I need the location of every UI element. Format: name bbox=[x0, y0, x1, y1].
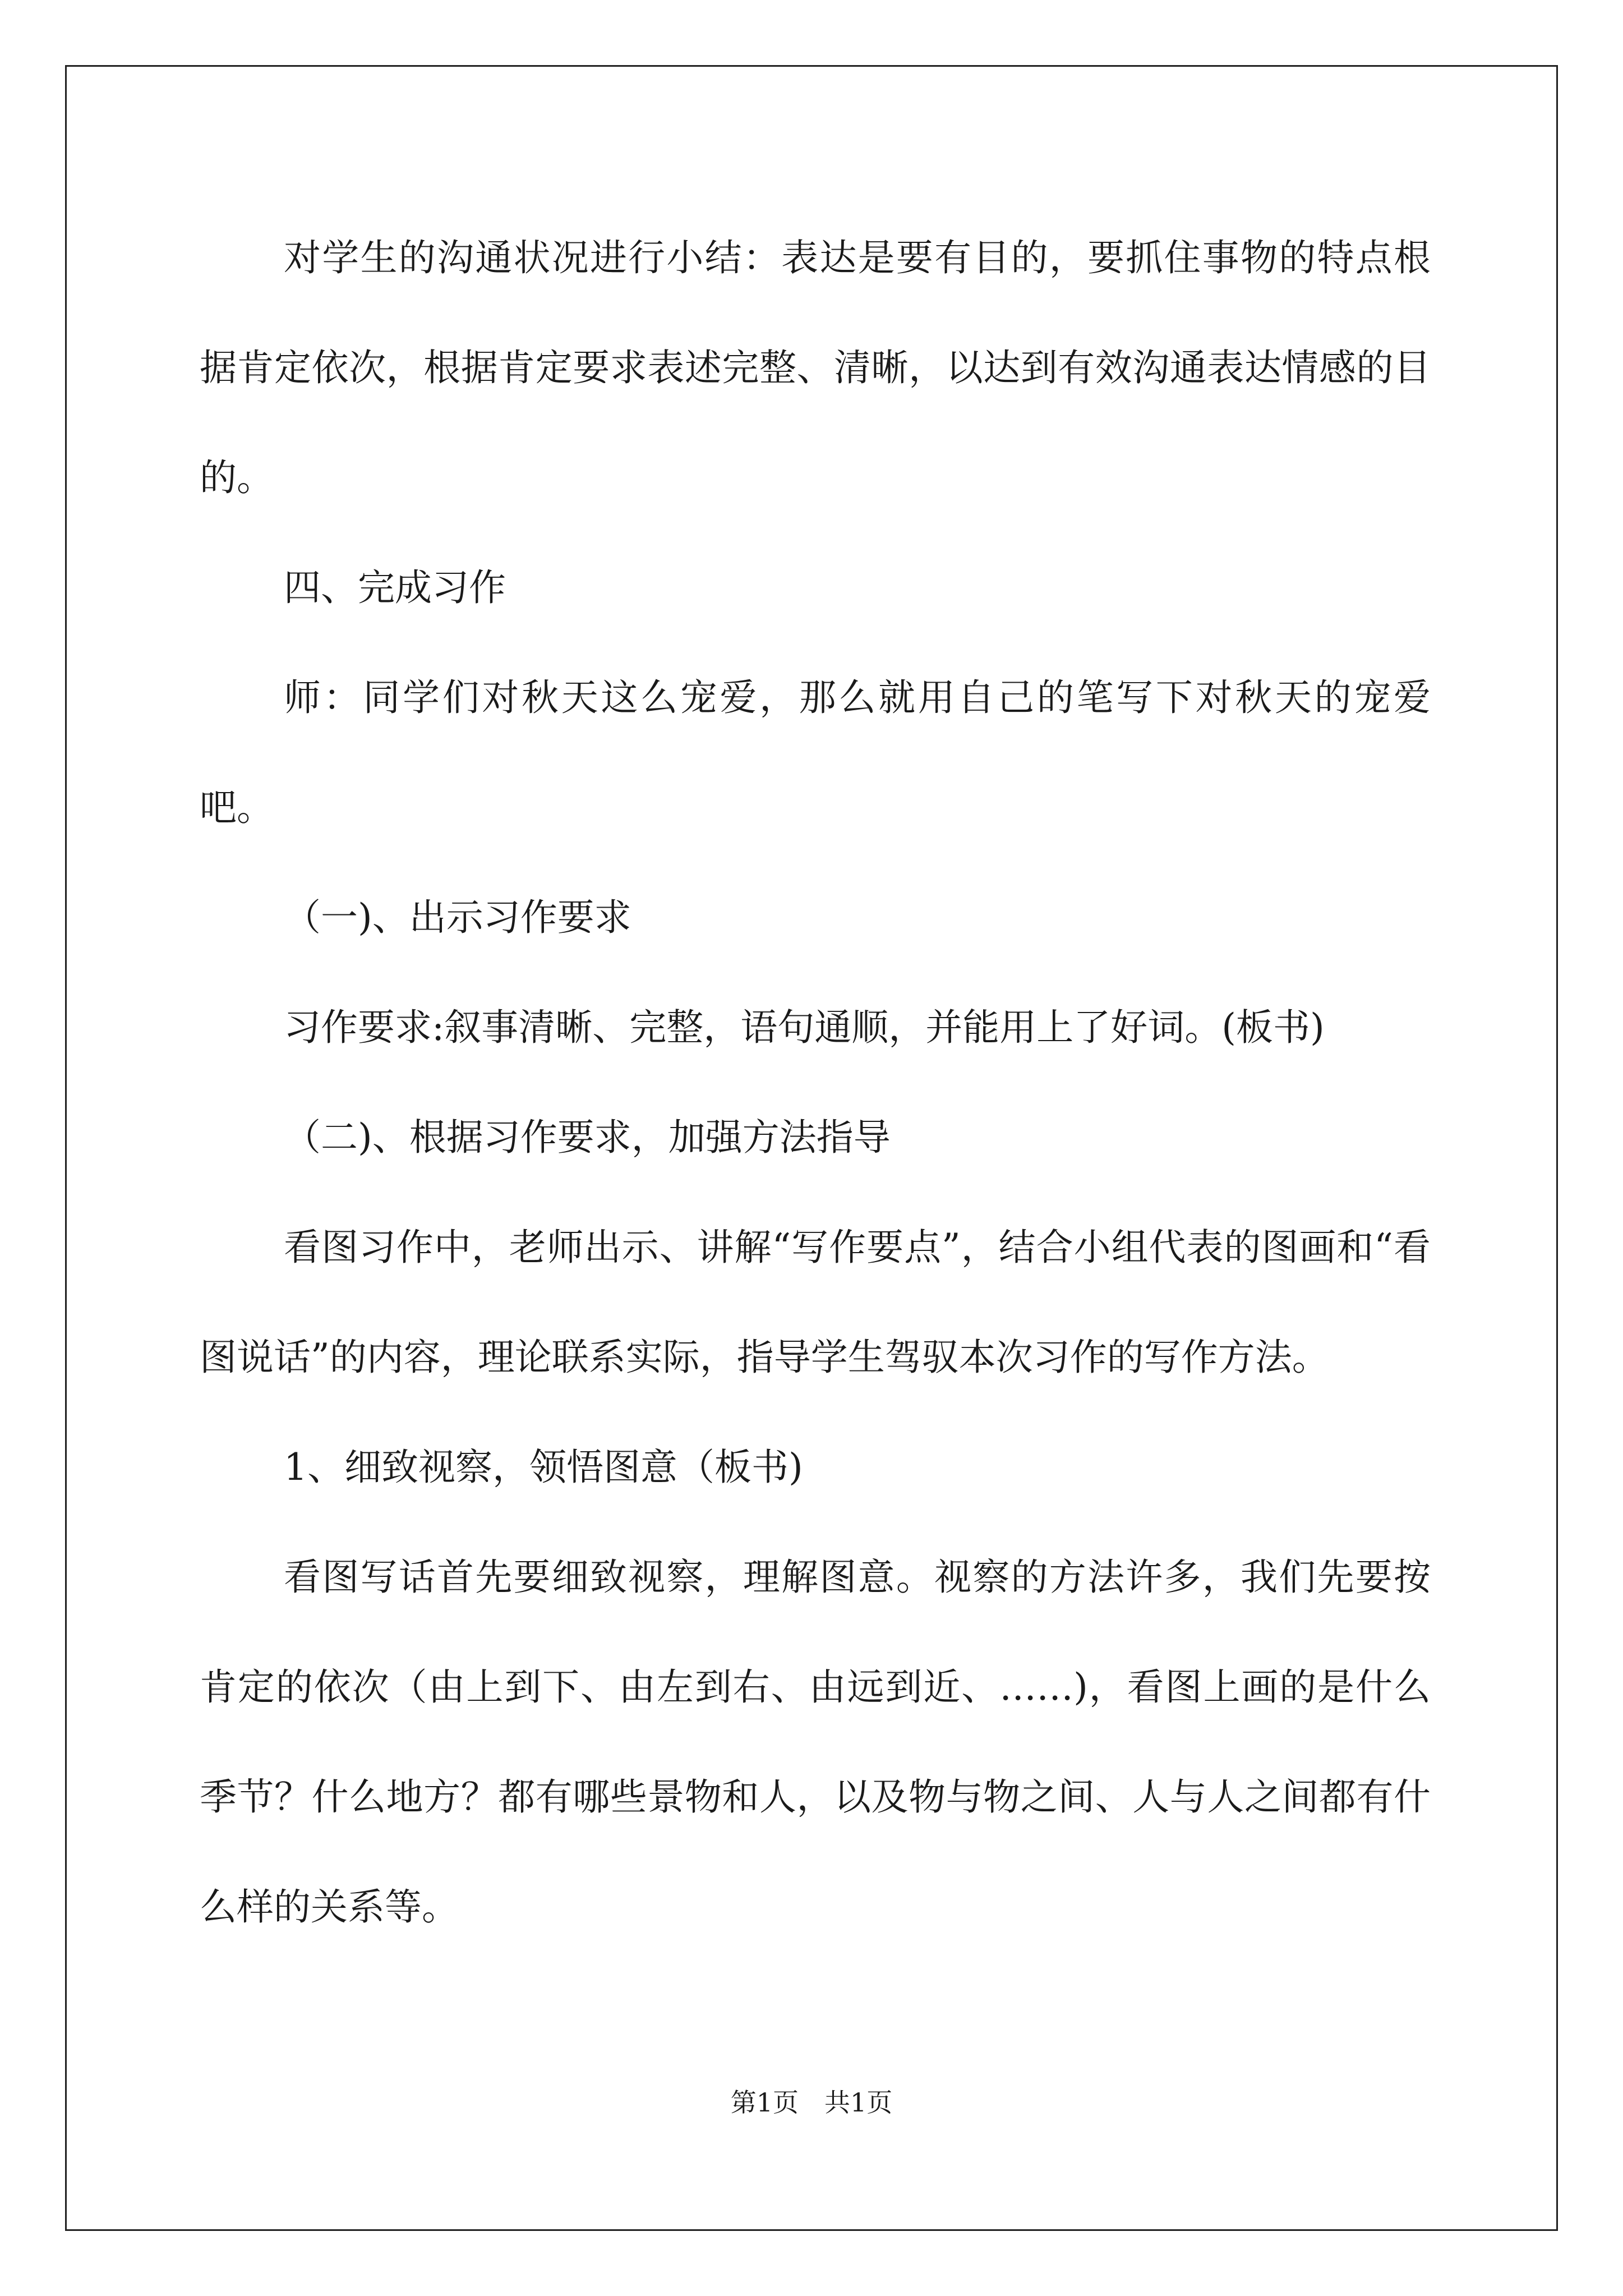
paragraph: 师：同学们对秋天这么宠爱，那么就用自己的笔写下对秋天的宠爱吧。 bbox=[200, 676, 1431, 829]
paragraph: 看图写话首先要细致视察，理解图意。视察的方法许多，我们先要按肯定的依次（由上到下、由左到右、由远到近、……)，看图上画的是什么季节？什么地方？都有哪些景物和人，以及物与物之间、人与人之间都有什么样的关系等。 bbox=[200, 1556, 1431, 1929]
paragraph: 对学生的沟通状况进行小结：表达是要有目的，要抓住事物的特点根据肯定依次，根据肯定要求表述完整、清晰，以达到有效沟通表达情感的目的。 bbox=[200, 236, 1431, 499]
page-footer: 第1页 共1页 bbox=[730, 2087, 893, 2118]
list-item-heading: 1、细致视察，领悟图意（板书) bbox=[284, 1446, 803, 1489]
document-body bbox=[200, 203, 1431, 1962]
subsection-heading: （一)、出示习作要求 bbox=[284, 896, 631, 939]
paragraph: 习作要求:叙事清晰、完整，语句通顺，并能用上了好词。(板书) bbox=[284, 1006, 1325, 1049]
section-heading: 四、完成习作 bbox=[284, 566, 506, 609]
subsection-heading: （二)、根据习作要求，加强方法指导 bbox=[284, 1116, 891, 1159]
paragraph: 看图习作中，老师出示、讲解“写作要点”，结合小组代表的图画和“看图说话”的内容，理论联系实际，指导学生驾驭本次习作的写作方法。 bbox=[200, 1226, 1431, 1379]
